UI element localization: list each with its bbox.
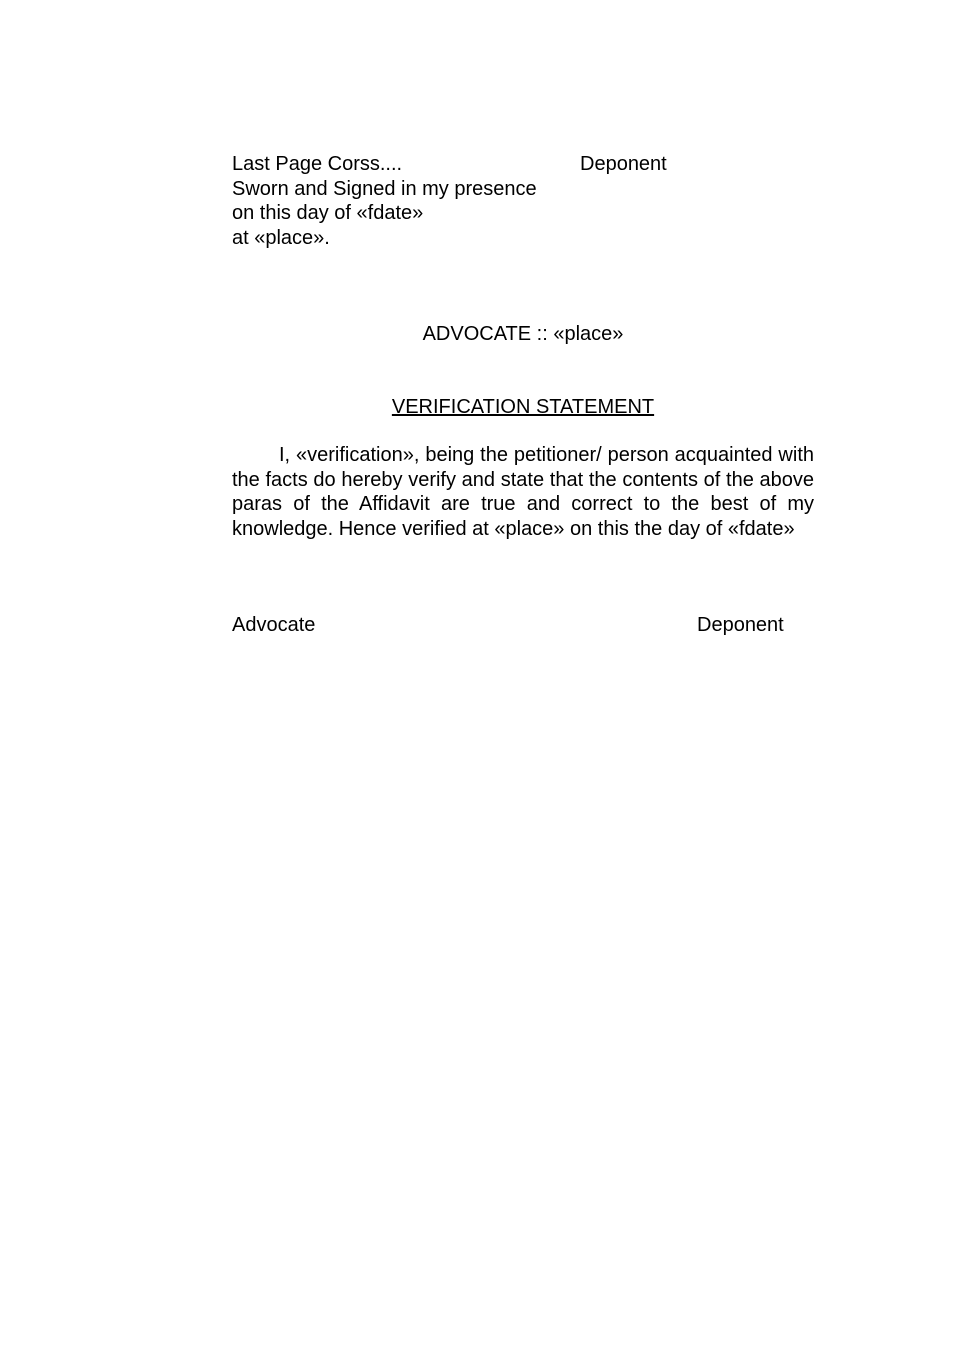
- place-line: at «place».: [232, 226, 330, 249]
- advocate-place-line: [232, 322, 814, 347]
- deponent-label-top: Deponent: [580, 153, 667, 175]
- last-page-line: Last Page Corss....: [232, 153, 403, 175]
- signature-advocate: Advocate: [232, 614, 316, 636]
- advocate-place-text: ADVOCATE :: «place»: [422, 323, 624, 345]
- verification-paragraph: I, «verification», being the petitioner/ person acquainted with the facts do hereby verify and state that the contents of the above paras of the Affidavit are true and correct to the best of my knowledge. Hence verified at «place» on this the day of «fdate»: [232, 444, 814, 540]
- attestation-block: [232, 152, 572, 250]
- verification-heading: VERIFICATION STATEMENT: [391, 396, 655, 418]
- signature-deponent: Deponent: [697, 614, 784, 636]
- sworn-signed-line: Sworn and Signed in my presence: [232, 177, 537, 200]
- date-line: on this day of «fdate»: [232, 202, 424, 224]
